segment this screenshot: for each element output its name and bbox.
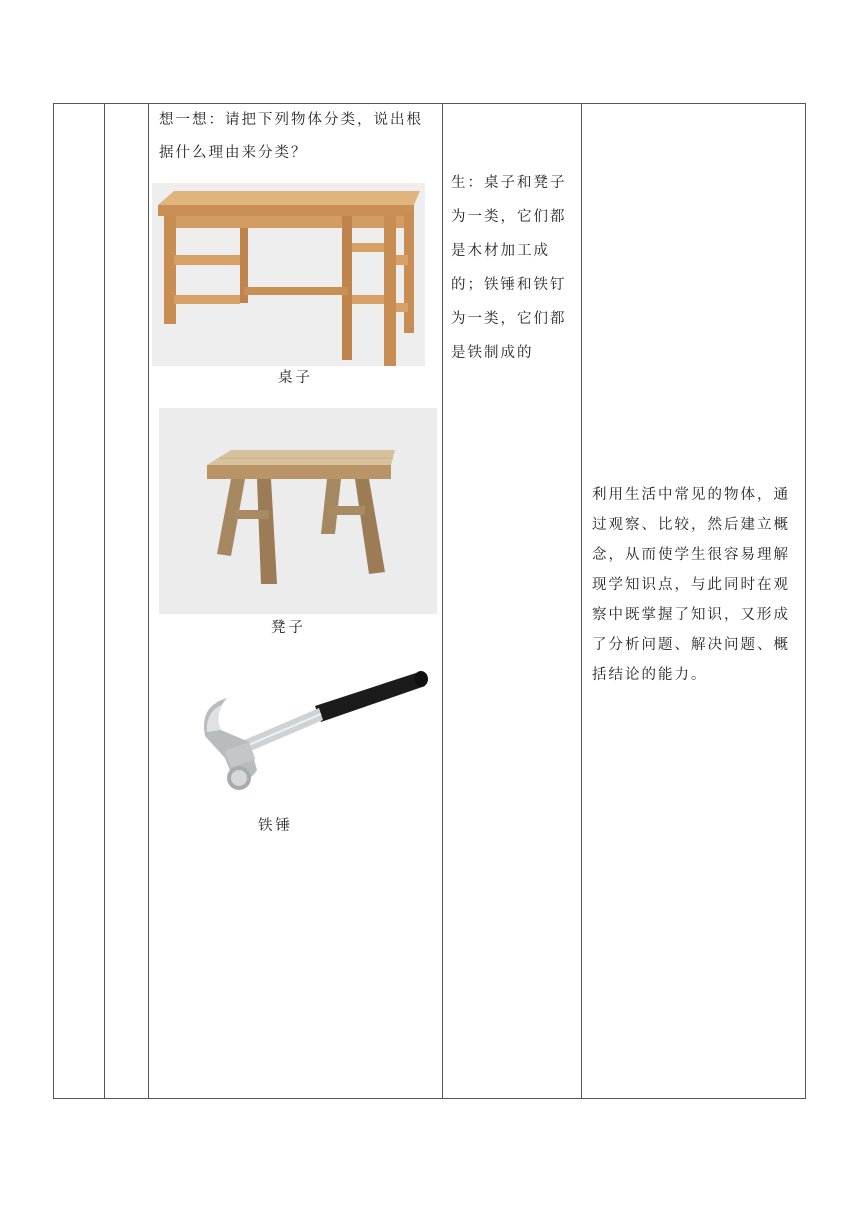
activity-prompt: 想一想：请把下列物体分类，说出根据什么理由来分类？ — [159, 112, 423, 161]
column-time — [105, 104, 149, 1099]
column-student-activity — [443, 104, 582, 1099]
column-teaching-content — [149, 104, 443, 1099]
wooden-table-image — [152, 183, 425, 366]
table-caption: 桌子 — [278, 370, 313, 386]
wooden-stool-image — [159, 408, 437, 614]
design-intent-text: 利用生活中常见的物体，通过观察、比较，然后建立概念，从而使学生很容易理解现学知识点，与此同时在观察中既掌握了知识，又形成了分析问题、解决问题、概括结论的能力。 — [592, 487, 790, 683]
stool-caption: 凳子 — [271, 620, 306, 636]
hammer-image — [187, 666, 437, 814]
hammer-caption: 铁锤 — [258, 818, 293, 834]
column-stage — [54, 104, 105, 1099]
column-design-intent — [582, 104, 806, 1099]
student-answer: 生：桌子和凳子为一类，它们都是木材加工成的；铁锤和铁钉为一类，它们都是铁制成的 — [451, 175, 567, 361]
lesson-table — [53, 103, 806, 1099]
